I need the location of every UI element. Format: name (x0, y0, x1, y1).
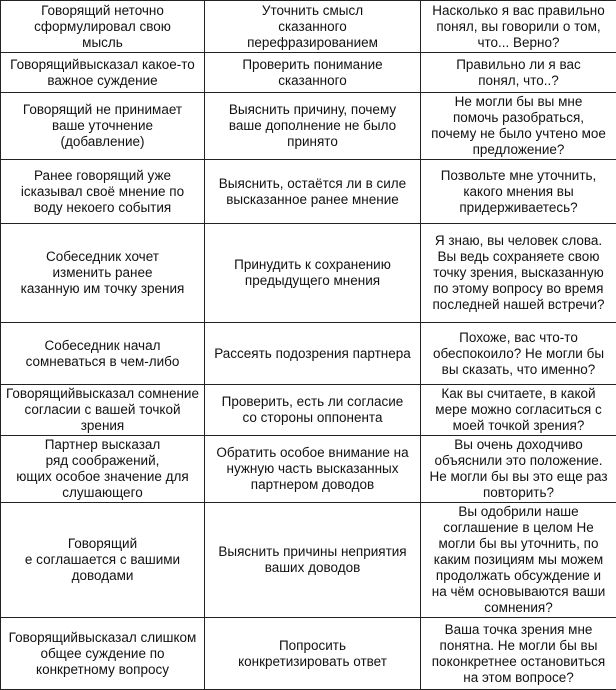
situation-cell: Говорящийвысказал какое-то важное суждение (1, 53, 205, 93)
situation-cell: Говорящий не принимает ваше уточнение (добавление) (1, 93, 205, 160)
goal-cell: Проверить понимание сказанного (205, 53, 421, 93)
situation-cell: Собеседник хочет изменить ранее казанную им точку зрения (1, 224, 205, 323)
table-row (1, 503, 616, 618)
table-row (1, 323, 616, 385)
situation-cell: Говорящийвысказал сомнение согласии с вашей точкой зрения (1, 385, 205, 436)
table-row (1, 1, 616, 53)
goal-cell: Рассеять подозрения партнера (205, 323, 421, 385)
phrase-cell: Похоже, вас что-то обеспокоило? Не могли бы вы сказать, что именно? (421, 323, 616, 385)
goal-cell: Выяснить причину, почему ваше дополнение не было принято (205, 93, 421, 160)
phrase-cell: Я знаю, вы человек слова. Вы ведь сохраняете свою точку зрения, высказанную по этому вопросу во время последней нашей встречи? (421, 224, 616, 323)
table-row (1, 385, 616, 436)
goal-cell: Выяснить, остаётся ли в силе высказанное ранее мнение (205, 160, 421, 224)
phrase-cell: Не могли бы вы мне помочь разобраться, почему не было учтено мое предложение? (421, 93, 616, 160)
phrase-cell: Правильно ли я вас понял, что..? (421, 53, 616, 93)
situation-cell: Говорящий е соглашается с вашими доводами (1, 503, 205, 618)
table-row (1, 436, 616, 503)
phrase-cell: Вы очень доходчиво объяснили это положение. Не могли бы вы это еще раз повторить? (421, 436, 616, 503)
table-row (1, 224, 616, 323)
goal-cell: Выяснить причины неприятия ваших доводов (205, 503, 421, 618)
phrase-cell: Позвольте мне уточнить, какого мнения вы придерживаетесь? (421, 160, 616, 224)
goal-cell: Принудить к сохранению предыдущего мнения (205, 224, 421, 323)
phrase-cell: Ваша точка зрения мне понятна. Не могли бы вы поконкретнее остановиться на этом вопросе? (421, 618, 616, 690)
phrase-cell: Как вы считаете, в какой мере можно согласиться с моей точкой зрения? (421, 385, 616, 436)
goal-cell: Уточнить смысл сказанного перефразированием (205, 1, 421, 53)
situation-cell: Ранее говорящий уже ісказывал своё мнение по воду некоего события (1, 160, 205, 224)
goal-cell: Проверить, есть ли согласие со стороны оппонента (205, 385, 421, 436)
table-row (1, 93, 616, 160)
table-row (1, 160, 616, 224)
situation-cell: Говорящий неточно сформулировал свою мысль (1, 1, 205, 53)
situation-cell: Собеседник начал сомневаться в чем-либо (1, 323, 205, 385)
situation-cell: Партнер высказал ряд соображений, ющих особое значение для слушающего (1, 436, 205, 503)
goal-cell: Обратить особое внимание на нужную часть высказанных партнером доводов (205, 436, 421, 503)
table-row (1, 53, 616, 93)
table-row (1, 618, 616, 690)
phrase-cell: Вы одобрили наше соглашение в целом Не могли бы вы уточнить, по каким позициям мы можем продолжать обсуждение и на чём основываются ваши сомнения? (421, 503, 616, 618)
situation-cell: Говорящийвысказал слишком общее суждение по конкретному вопросу (1, 618, 205, 690)
phrase-cell: Насколько я вас правильно понял, вы говорили о том, что... Верно? (421, 1, 616, 53)
goal-cell: Попросить конкретизировать ответ (205, 618, 421, 690)
